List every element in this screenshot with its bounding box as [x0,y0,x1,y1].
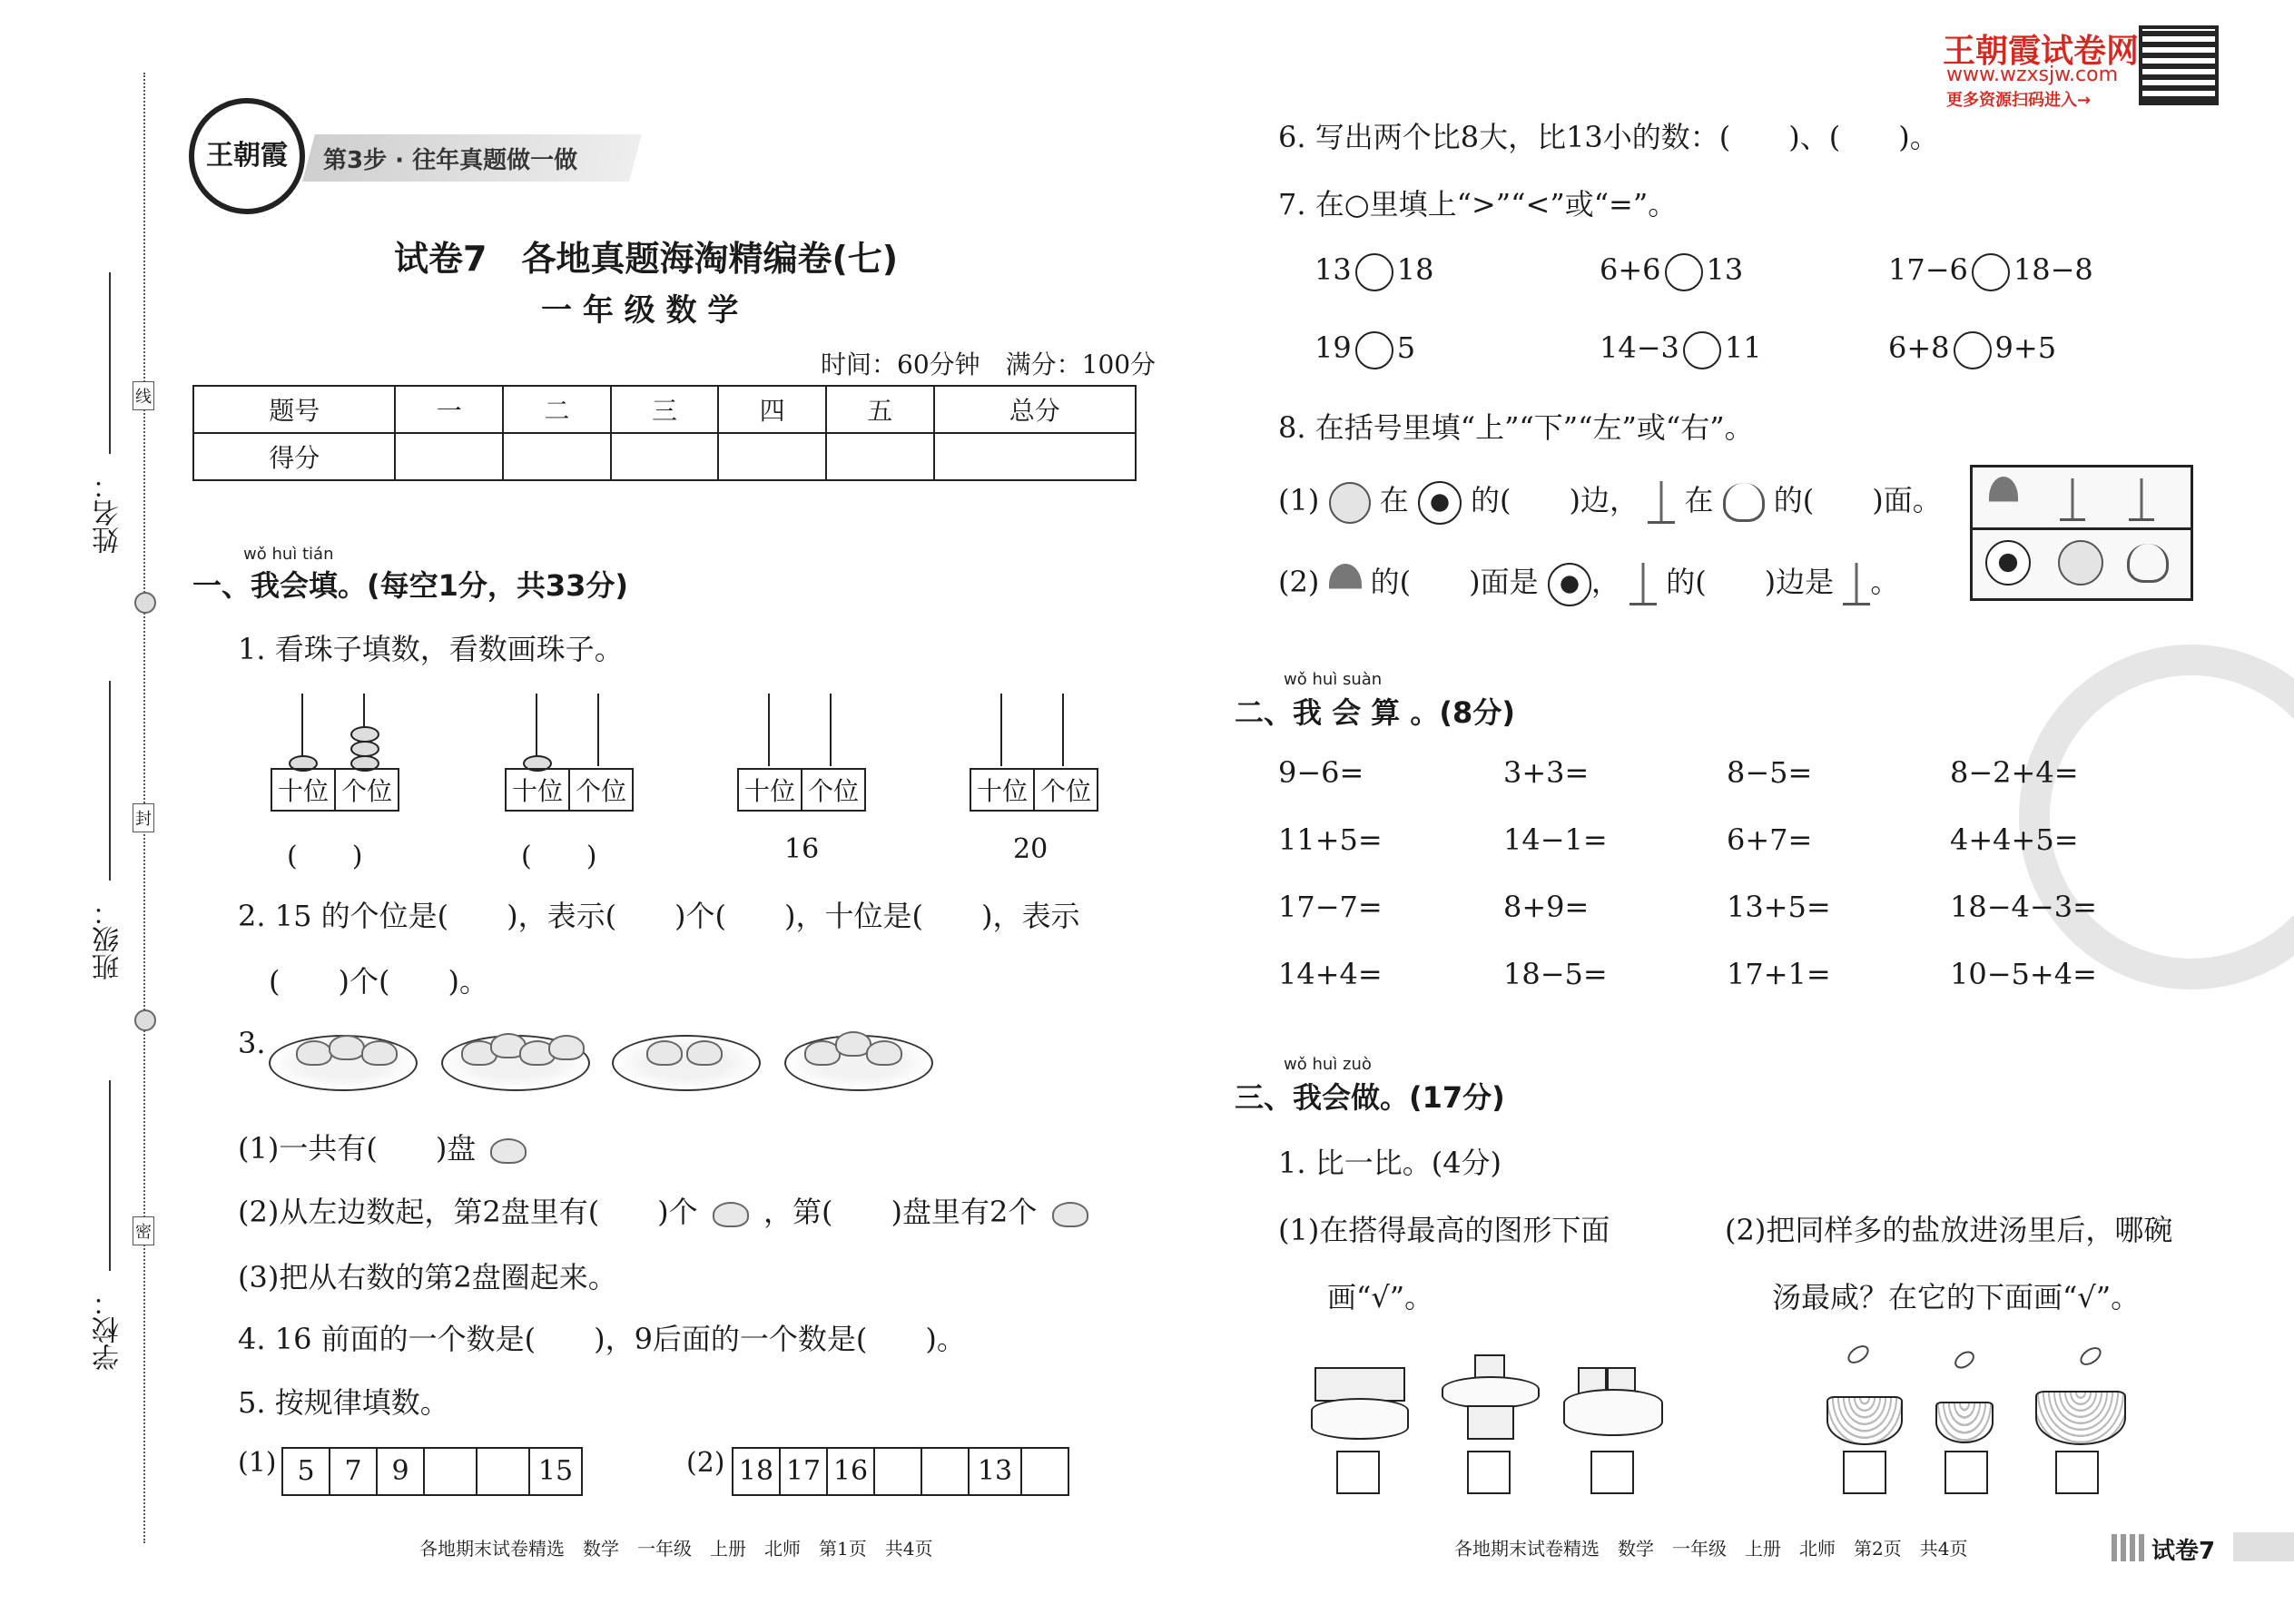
tens-label: 十位 [512,776,564,806]
footer-left: 各地期末试卷精选 数学 一年级 上册 北师 第1页 共4页 [419,1538,933,1560]
compare-circle[interactable] [1665,253,1703,291]
bun-icon [361,1040,398,1066]
abacus-value: 20 [1013,833,1049,865]
arithmetic-problem[interactable]: 17−7= [1278,890,1383,924]
seq-input-cell[interactable] [1020,1449,1068,1494]
compare-right: 13 [1706,252,1744,287]
score-table-score-row [193,433,1136,480]
class-field[interactable] [109,681,113,881]
arithmetic-problem[interactable]: 6+7= [1727,822,1813,857]
seq-cell: 7 [329,1449,376,1494]
score-input-cell[interactable] [718,433,826,480]
plant-icon [1843,563,1870,605]
cylinder-icon [1563,1389,1663,1436]
seq-cell: 9 [376,1449,423,1494]
jump-rope-icon [2127,544,2169,583]
q4: 4. 16 前面的一个数是( )，9后面的一个数是( )。 [238,1322,966,1356]
answer-box-stack-1[interactable] [1336,1451,1380,1494]
plant-icon [2129,478,2154,521]
score-header-cell: 一 [395,386,503,433]
paper-meta: 时间：60分钟 满分：100分 [821,349,1157,379]
compare-circle[interactable] [1972,253,2010,291]
globe-icon [2058,540,2103,586]
q8-1-text-b: 在 [1379,483,1409,517]
compare-right: 9+5 [1994,330,2057,365]
seq-cell: 15 [528,1449,581,1494]
spoon-icon [1845,1342,1872,1367]
bun-icon [296,1040,332,1066]
q3-2-text-a: (2)从左边数起，第2盘里有( )个 [238,1195,698,1229]
binding-mark-secret: 密 [133,1216,154,1245]
q7: 7. 在○里填上“>”“<”或“=”。 [1278,187,1678,221]
q8-1-text-d: 在 [1684,483,1714,517]
bun-icon [713,1202,749,1227]
paper-title: 试卷7 各地真题海淘精编卷(七) [394,239,899,279]
arithmetic-problem[interactable]: 11+5= [1278,822,1383,857]
score-header-cell: 二 [503,386,611,433]
score-header-cell: 四 [718,386,826,433]
site-title: 王朝霞试卷网 [1943,33,2140,70]
cuboid-icon [1314,1367,1405,1402]
spoon-icon [2077,1343,2104,1369]
s3-q1-2b: 汤最咸？在它的下面画“√”。 [1772,1280,2141,1314]
compare-left: 6+6 [1600,252,1661,287]
ones-label: 个位 [1033,770,1097,810]
ones-label: 个位 [568,770,632,810]
score-header-cell: 总分 [934,386,1136,433]
q8-1-text-c: 的( )边， [1471,483,1639,517]
site-hint: 更多资源扫码进入→ [1946,91,2092,110]
q2-line1: 2. 15 的个位是( )，表示( )个( )，十位是( )，表示 [238,899,1080,933]
abacus-answer-blank[interactable]: ( ) [287,841,363,872]
q8-2-text-b: 的( )面是 [1370,565,1539,599]
soccer-ball-icon [1418,481,1462,525]
section1-pinyin: wǒ huì tián [243,545,334,564]
q8-1-label: (1) [1278,483,1320,517]
seq-input-cell[interactable] [921,1449,968,1494]
abacus-place-labels [970,768,1098,812]
q1-text: 1. 看珠子填数，看数画珠子。 [238,632,624,666]
compare-right: 18 [1396,252,1434,287]
q8-1 [1278,477,1942,525]
compare-left: 6+8 [1888,330,1950,365]
section3-title: 三、我会做。(17分) [1235,1080,1505,1115]
badminton-racket-icon [1329,564,1362,605]
sequence-1 [281,1447,583,1496]
arithmetic-problem[interactable]: 18−4−3= [1950,890,2097,924]
arithmetic-problem[interactable]: 3+3= [1503,755,1590,790]
compare-left: 14−3 [1600,330,1679,365]
seq-input-cell[interactable] [873,1449,921,1494]
seq-cell: 5 [297,1455,315,1487]
s3-q1-1a: (1)在搭得最高的图形下面 [1278,1213,1610,1247]
section1-title: 一、我会填。(每空1分，共33分) [192,568,629,603]
abacus-rod [830,694,832,766]
binding-hole-icon [134,592,156,614]
score-table [192,385,1137,481]
abacus-rod [1000,694,1002,766]
s3-q1-2a: (2)把同样多的盐放进汤里后，哪碗 [1725,1213,2173,1247]
compare-left: 19 [1314,330,1352,365]
seq-cell: 16 [826,1449,873,1494]
bowl-icon [1935,1402,1994,1443]
seq-cell: 17 [779,1449,826,1494]
q8: 8. 在括号里填“上”“下”“左”或“右”。 [1278,410,1754,445]
qr-code-icon[interactable] [2139,25,2219,105]
shelf-illustration [1970,465,2193,601]
seq-cell: 13 [968,1449,1020,1494]
compare-circle[interactable] [1954,331,1992,369]
q3-2 [238,1189,1088,1231]
footer-tag-bar [2233,1532,2294,1561]
jump-rope-icon [1723,483,1765,522]
plate-icon [612,1035,761,1091]
answer-box-stack-2[interactable] [1467,1451,1511,1494]
arithmetic-problem[interactable]: 14−1= [1503,822,1608,857]
answer-box-bowl-1[interactable] [1843,1451,1886,1494]
score-input-cell[interactable] [503,433,611,480]
footer-tag: 试卷7 [2151,1538,2216,1565]
site-url: www.wzxsjw.com [1946,64,2119,86]
answer-box-stack-3[interactable] [1590,1451,1634,1494]
score-row-label: 得分 [193,433,395,480]
arithmetic-problem[interactable]: 14+4= [1278,957,1383,991]
compare-circle[interactable] [1355,253,1393,291]
abacus-answer-blank[interactable]: ( ) [521,841,597,872]
compare-item[interactable] [1314,252,1433,291]
score-header-cell: 五 [826,386,934,433]
section3-pinyin: wǒ huì zuò [1284,1055,1372,1074]
binding-hole-icon [134,1009,156,1031]
answer-box-bowl-2[interactable] [1944,1451,1988,1494]
step-label: 第3步 · 往年真题做一做 [323,147,578,174]
bun-icon [548,1035,585,1060]
watermark-seal-icon [2019,645,2294,989]
sequence-2 [732,1447,1069,1496]
q8-1-text-e: 的( )面。 [1773,483,1942,517]
spoon-icon [1952,1348,1978,1373]
brand-logo-text: 王朝霞 [206,140,288,172]
paper-subtitle: 一 年 级 数 学 [541,292,739,329]
bun-icon [1052,1202,1088,1227]
compare-circle[interactable] [1683,331,1721,369]
arithmetic-problem[interactable]: 8+9= [1503,890,1590,924]
q8-2: (2) 的( )面是 ， 的( )边是 。 [1278,559,1899,606]
q8-2-label: (2) [1278,565,1320,599]
footer-right: 各地期末试卷精选 数学 一年级 上册 北师 第2页 共4页 [1454,1538,1968,1560]
badminton-racket-icon [1989,477,2018,518]
binding-name-label: 姓名： [93,472,124,554]
tens-label: 十位 [278,776,330,806]
ones-label: 个位 [801,770,864,810]
name-field[interactable] [109,272,113,454]
plant-icon [1629,563,1657,605]
compare-right: 18−8 [2013,252,2093,287]
bun-icon [490,1138,527,1164]
bowl-icon [1826,1396,1903,1445]
school-field[interactable] [109,1080,113,1271]
q2-line2: ( )个( )。 [269,964,488,999]
arithmetic-problem[interactable]: 8−5= [1727,755,1813,790]
q3-1-text: (1)一共有( )盘 [238,1131,477,1166]
section2-title: 二、我 会 算 。(8分) [1235,695,1515,730]
compare-item[interactable] [1314,330,1415,369]
abacus-place-labels [271,768,399,812]
binding-school-label: 学校： [93,1289,124,1371]
cuboid-icon [1467,1405,1514,1440]
tens-label: 十位 [977,776,1029,806]
s3-q1: 1. 比一比。(4分) [1278,1146,1502,1180]
compare-item[interactable] [1888,252,2093,291]
abacus-rod [597,694,599,766]
bun-icon [646,1040,683,1066]
compare-left: 17−6 [1888,252,1968,287]
score-table-header-row [193,386,1136,433]
q3-3: (3)把从右数的第2盘圈起来。 [238,1260,617,1294]
compare-right: 5 [1396,330,1416,365]
seq-cell: 18 [738,1455,774,1487]
soccer-ball-icon [1548,563,1591,606]
arithmetic-problem[interactable]: 17+1= [1727,957,1831,991]
plant-icon [1648,481,1675,524]
compare-circle[interactable] [1355,331,1393,369]
seq-input-cell[interactable] [423,1449,476,1494]
abacus-rod [1062,694,1064,766]
bun-icon [866,1040,902,1066]
arithmetic-problem[interactable]: 10−5+4= [1950,957,2097,991]
arithmetic-problem[interactable]: 9−6= [1278,755,1364,790]
binding-mark-seal: 封 [133,803,154,832]
abacus-place-labels [505,768,634,812]
abacus-rod [768,694,770,766]
score-input-cell[interactable] [934,433,1136,480]
score-input-cell[interactable] [395,433,503,480]
compare-item[interactable] [1600,330,1762,369]
globe-icon [1329,482,1371,524]
bun-icon [686,1040,723,1066]
cylinder-icon [1442,1376,1540,1409]
q6: 6. 写出两个比8大，比13小的数：( )、( )。 [1278,120,1939,154]
shelf-divider [1973,527,2191,530]
seq1-label: (1) [238,1447,277,1479]
score-header-cell: 三 [611,386,719,433]
section2-pinyin: wǒ huì suàn [1284,670,1383,689]
answer-box-bowl-3[interactable] [2055,1451,2099,1494]
q3-2-text-b: ，第( )盘里有2个 [763,1195,1038,1229]
binding-mark-line: 线 [133,381,154,410]
arithmetic-problem[interactable]: 18−5= [1503,957,1608,991]
cylinder-icon [1311,1398,1409,1440]
compare-right: 11 [1724,330,1762,365]
q8-2-text-c: 的( )边是 [1666,565,1835,599]
seq-input-cell[interactable] [476,1449,528,1494]
plant-icon [2060,478,2085,521]
s3-q1-1b: 画“√”。 [1327,1280,1434,1314]
brand-logo [189,98,305,214]
arithmetic-problem[interactable]: 4+4+5= [1950,822,2079,857]
score-header-cell: 题号 [193,386,395,433]
tens-label: 十位 [744,776,796,806]
abacus-place-labels [737,768,866,812]
compare-left: 13 [1314,252,1352,287]
q5: 5. 按规律填数。 [238,1385,449,1420]
compare-item[interactable] [1888,330,2056,369]
arithmetic-problem[interactable]: 13+5= [1727,890,1831,924]
compare-item[interactable] [1600,252,1743,291]
binding-class-label: 班级： [93,899,124,980]
seq2-label: (2) [686,1447,725,1479]
soccer-ball-icon [1985,540,2031,586]
arithmetic-problem[interactable]: 8−2+4= [1950,755,2079,790]
bun-icon [329,1035,365,1060]
abacus-value: 16 [784,833,820,865]
bowl-icon [2035,1391,2126,1445]
q3-label: 3. [238,1026,266,1060]
ones-label: 个位 [334,770,398,810]
score-input-cell[interactable] [826,433,934,480]
q3-1 [238,1126,527,1167]
footer-tag-stripe [2112,1534,2148,1561]
score-input-cell[interactable] [611,433,719,480]
